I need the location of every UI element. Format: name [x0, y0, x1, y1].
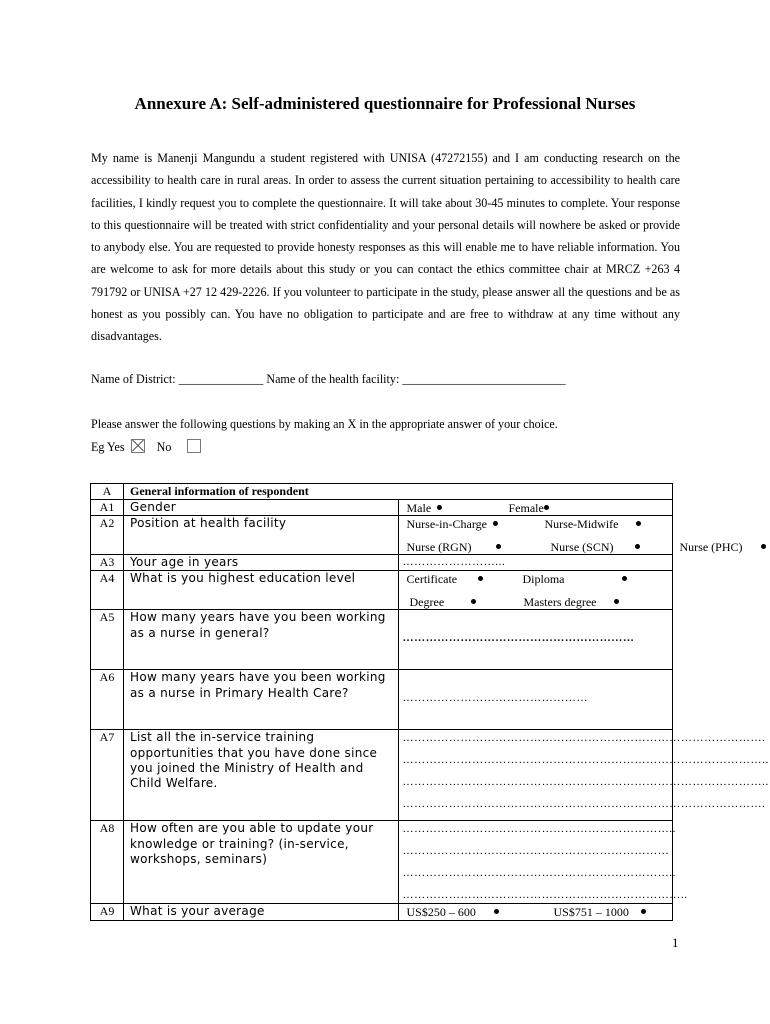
- question-text: What is you highest education level: [124, 571, 399, 610]
- option-degree[interactable]: Degree: [410, 595, 477, 610]
- question-code: A2: [91, 516, 124, 555]
- answer-line[interactable]: …………………………………………………………………………………..: [402, 754, 769, 767]
- question-code: A9: [91, 904, 124, 920]
- option-male[interactable]: Male: [407, 501, 443, 516]
- answer-line[interactable]: …………………………………………: [402, 692, 589, 705]
- option-nurse-phc[interactable]: Nurse (PHC): [680, 540, 766, 555]
- table-row: [91, 904, 673, 920]
- question-text: What is your average: [124, 904, 399, 920]
- bullet-icon: [496, 544, 501, 549]
- answer-line[interactable]: ………………………………………………………………………………….: [402, 798, 766, 811]
- question-code: A5: [91, 610, 124, 670]
- option-income-751-1000[interactable]: US$751 – 1000: [554, 905, 646, 920]
- bullet-icon: [493, 521, 498, 526]
- table-row: [91, 516, 673, 555]
- document-title: Annexure A: Self-administered questionnaire for Professional Nurses: [134, 94, 636, 113]
- checked-box-icon: [131, 439, 145, 453]
- district-facility-line[interactable]: Name of District: ______________ Name of the health facility: ___________________________: [91, 372, 566, 386]
- option-nurse-rgn[interactable]: Nurse (RGN): [407, 540, 501, 555]
- answer-cell[interactable]: [398, 730, 769, 821]
- question-text: How many years have you been working as a nurse in Primary Health Care?: [124, 670, 399, 730]
- bullet-icon: [437, 505, 442, 510]
- option-certificate[interactable]: Certificate: [407, 572, 484, 587]
- page-number: 1: [672, 935, 679, 950]
- option-female[interactable]: Female: [509, 501, 549, 516]
- empty-box-icon: [187, 439, 201, 453]
- table-row: [91, 571, 673, 610]
- option-diploma[interactable]: Diploma: [523, 572, 627, 587]
- table-row: [91, 610, 673, 670]
- questionnaire-table: [90, 483, 769, 921]
- bullet-icon: [614, 599, 619, 604]
- question-text: How many years have you been working as a nurse in general?: [124, 610, 399, 670]
- instruction-text: Please answer the following questions by making an X in the appropriate answer of your choice.: [91, 417, 558, 431]
- answer-line[interactable]: ………………………………………………………………..: [402, 889, 688, 902]
- option-nurse-scn[interactable]: Nurse (SCN): [551, 540, 640, 555]
- table-row: [91, 500, 673, 516]
- question-text: Gender: [124, 500, 399, 516]
- answer-line[interactable]: ……………………………………………………………: [402, 845, 670, 858]
- question-code: A4: [91, 571, 124, 610]
- example-yes-label: Eg Yes: [91, 440, 125, 454]
- answer-line[interactable]: ……………………...: [402, 556, 506, 569]
- option-masters-degree[interactable]: Masters degree: [524, 595, 620, 610]
- bullet-icon: [641, 909, 646, 914]
- bullet-icon: [635, 544, 640, 549]
- option-income-250-600[interactable]: US$250 – 600: [407, 905, 499, 920]
- answer-line[interactable]: ……………………………………………………………..: [402, 867, 676, 880]
- table-row: [91, 821, 673, 904]
- example-row: [91, 439, 211, 455]
- question-text: How often are you able to update your knowledge or training? (in-service, workshops, seminars): [124, 821, 399, 904]
- question-code: A3: [91, 555, 124, 571]
- question-text: Position at health facility: [124, 516, 399, 555]
- answer-cell[interactable]: [398, 610, 673, 670]
- example-no-label: No: [156, 440, 172, 454]
- option-nurse-in-charge[interactable]: Nurse-in-Charge: [407, 517, 498, 532]
- section-title: General information of respondent: [130, 484, 309, 498]
- answer-cell[interactable]: [398, 670, 673, 730]
- table-header-row: [91, 484, 673, 500]
- section-code: A: [91, 484, 124, 500]
- answer-cell[interactable]: [398, 516, 743, 555]
- table-row: [91, 730, 673, 821]
- bullet-icon: [622, 576, 627, 581]
- question-code: A7: [91, 730, 124, 821]
- question-text: List all the in-service training opportunities that you have done since you joined the Ministry of Health and Child Welfare.: [124, 730, 399, 821]
- intro-paragraph: My name is Manenji Mangundu a student registered with UNISA (47272155) and I am conducting research on the accessibility to health care in rural areas. In order to assess the current situation pertaining to accessibility to health care facilities, I kindly request you to complete the questionnaire. It will take about 30-45 minutes to complete. Your response to this questionnaire will be treated with strict confidentiality and your personal details will nowhere be asked or provide to anybody else. You are requested to provide honesty responses as this will enable me to have reliable information. You are welcome to ask for more details about this study or you can contact the ethics committee chair at MRCZ +263 4 791792 or UNISA +27 12 429-2226. If you volunteer to participate in the study, please answer all the questions and be as honest as you possibly can. You have no obligation to participate and are free to withdraw at any time without any disadvantages.: [91, 151, 680, 344]
- question-text: Your age in years: [124, 555, 399, 571]
- bullet-icon: [636, 521, 641, 526]
- bullet-icon: [761, 544, 766, 549]
- question-code: A1: [91, 500, 124, 516]
- question-code: A8: [91, 821, 124, 904]
- answer-cell[interactable]: [398, 821, 688, 904]
- answer-cell[interactable]: [398, 904, 673, 920]
- bullet-icon: [544, 505, 549, 510]
- answer-cell[interactable]: [398, 555, 673, 571]
- answer-line[interactable]: ………………………………………………………………………………….: [402, 732, 766, 745]
- question-code: A6: [91, 670, 124, 730]
- option-nurse-midwife[interactable]: Nurse-Midwife: [545, 517, 642, 532]
- bullet-icon: [471, 599, 476, 604]
- answer-cell[interactable]: [398, 571, 673, 610]
- answer-line[interactable]: ……………………………………………………………..: [402, 823, 676, 836]
- table-row: [91, 555, 673, 571]
- answer-cell[interactable]: [398, 500, 673, 516]
- bullet-icon: [478, 576, 483, 581]
- answer-line[interactable]: ……………………………………………………: [402, 632, 635, 645]
- table-row: [91, 670, 673, 730]
- bullet-icon: [494, 909, 499, 914]
- answer-line[interactable]: …………………………………………………………………………………..: [402, 776, 769, 789]
